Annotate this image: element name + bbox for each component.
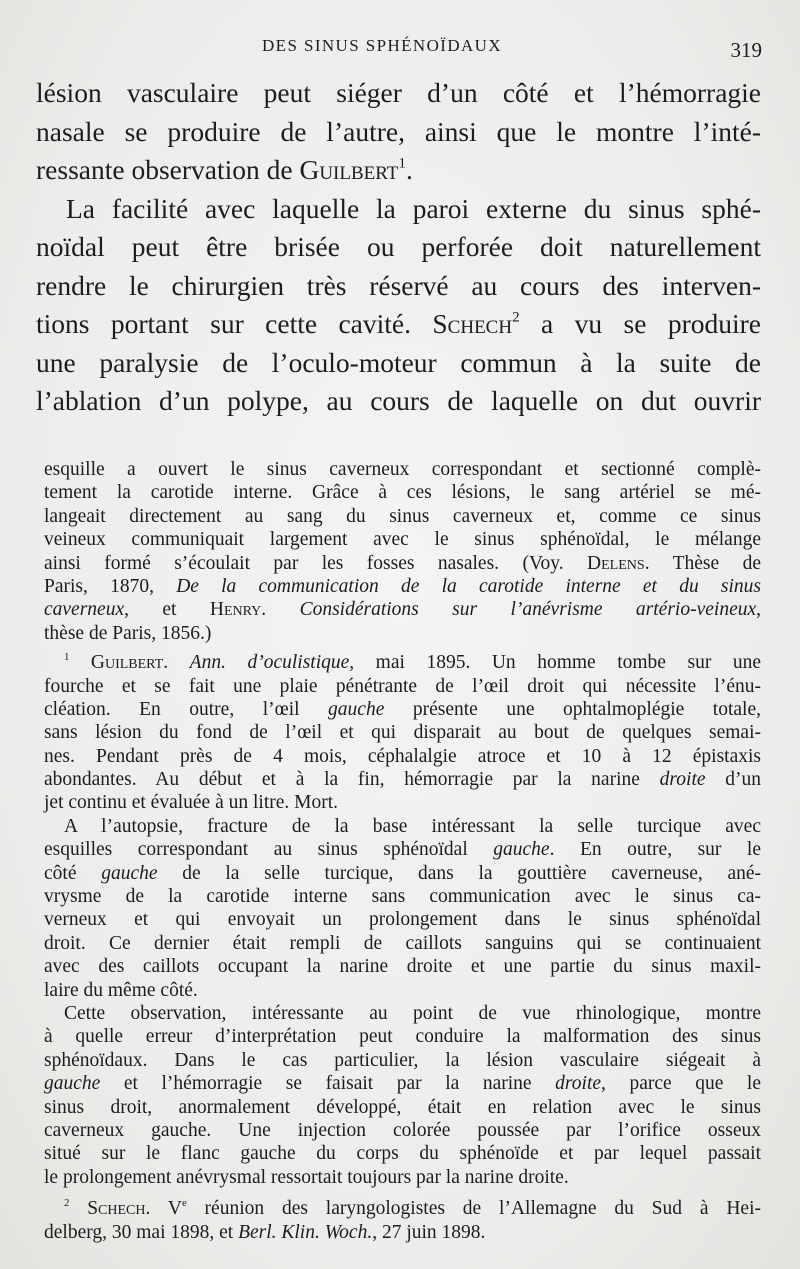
note-line — [44, 598, 761, 621]
note-line — [44, 979, 761, 1002]
note-line — [44, 458, 761, 481]
text-run: présente une ophtalmoplégie totale, — [384, 698, 761, 720]
text-run: fourche et se fait une plaie pénétrante de l’œil droit qui nécessite l’énu- — [44, 675, 761, 697]
text-line — [36, 382, 761, 421]
text-line — [36, 344, 761, 383]
text-run: l’ablation d’un polype, au cours de laquelle on dut ouvrir — [36, 385, 761, 416]
text-run: jet continu et évaluée à un litre. Mort. — [44, 792, 339, 814]
text-run — [69, 652, 91, 673]
note-line — [44, 1166, 761, 1189]
text-run: vrysme de la carotide interne sans communication avec le sinus ca- — [44, 886, 761, 908]
text-line — [36, 190, 761, 229]
text-run: caverneux gauche. Une injection colorée poussée par l’orifice osseux — [44, 1119, 761, 1141]
note-line — [44, 908, 761, 931]
note-line — [44, 885, 761, 908]
note-line — [44, 838, 761, 861]
note-line — [44, 955, 761, 978]
text-run: . — [163, 652, 190, 674]
text-run: A l’autopsie, fracture de la base intéressant la selle turcique avec — [64, 815, 761, 837]
text-run: sphénoïdaux. Dans le cas particulier, la lésion vasculaire siégeait à — [44, 1049, 761, 1071]
note-line — [44, 1025, 761, 1048]
page-number: 319 — [730, 38, 762, 62]
text-run: nes. Pendant près de 4 mois, céphalalgie atroce et 10 à 12 épistaxis — [44, 745, 761, 767]
text-run: . — [405, 154, 413, 185]
text-run: ressante observation de — [36, 154, 300, 185]
author-name: Schech — [87, 1198, 146, 1220]
italic-word: gauche — [44, 1073, 101, 1095]
note-line — [44, 1002, 761, 1025]
author-name: Guilbert — [90, 652, 164, 674]
text-run: réunion des laryngologistes de l’Allemagne du Sud à Hei- — [186, 1198, 762, 1220]
text-run: langeait directement au sang du sinus caverneux et, comme ce sinus — [44, 505, 761, 527]
text-run: Paris, 1870, — [44, 575, 177, 597]
note-line — [44, 1072, 761, 1095]
note-line — [44, 1049, 761, 1072]
note-line — [44, 505, 761, 528]
note-line — [44, 1221, 761, 1244]
spacer — [44, 1189, 761, 1197]
ordinal-suffix: e — [181, 1197, 187, 1210]
footnotes-block — [44, 458, 761, 1244]
footnote-ref-2: 2 — [512, 309, 520, 326]
running-head — [0, 34, 800, 64]
text-line — [36, 113, 761, 152]
italic-title: Berl. Klin. Woch. — [238, 1221, 373, 1243]
note-line — [44, 932, 761, 955]
text-line — [36, 305, 761, 344]
text-run: sans lésion du fond de l’œil et qui disparait au bout de quelques semai- — [44, 722, 761, 744]
note-line — [44, 791, 761, 814]
note-line — [44, 575, 761, 598]
note-line — [44, 552, 761, 575]
text-line — [36, 151, 761, 190]
text-run: tions portant sur cette cavité. — [36, 308, 433, 339]
italic-word: droite — [555, 1073, 602, 1095]
footnote-mark-2: 2 — [64, 1197, 70, 1210]
note-line — [44, 675, 761, 698]
author-name: Delens — [587, 552, 645, 574]
text-run: , et — [124, 599, 210, 621]
note-line — [44, 1119, 761, 1142]
note-line — [44, 528, 761, 551]
italic-title: De la communication de la carotide interne et du sinus — [176, 575, 761, 597]
text-run: côté — [44, 862, 102, 884]
text-run: . — [261, 599, 300, 621]
text-run: , — [756, 599, 762, 621]
text-line — [36, 74, 761, 113]
text-run: et l’hémorragie se faisait par la narine — [100, 1073, 556, 1095]
text-run: ainsi formé s’écoulait par les fosses nasales. (Voy. — [44, 552, 588, 574]
text-run: avec des caillots occupant la narine droite et une partie du sinus maxil- — [44, 956, 761, 978]
italic-word: gauche — [328, 698, 385, 720]
text-run: cléation. En outre, l’œil — [44, 698, 329, 720]
text-run: droit. Ce dernier était rempli de caillots sanguins qui se continuaient — [44, 932, 761, 954]
text-run: . Thèse de — [644, 552, 761, 574]
note-line — [44, 622, 761, 645]
note-line — [44, 745, 761, 768]
text-run: le prolongement anévrysmal ressortait toujours par la narine droite. — [44, 1166, 569, 1188]
italic-word: droite — [659, 769, 706, 791]
text-run: . En outre, sur le — [549, 839, 761, 861]
text-run: sinus droit, anormalement développé, était en relation avec le sinus — [44, 1096, 761, 1118]
text-run: d’un — [705, 769, 762, 791]
note-line — [44, 862, 761, 885]
note-line — [44, 481, 761, 504]
text-run: , 27 juin 1898. — [372, 1221, 486, 1243]
note-line — [44, 721, 761, 744]
text-run: thèse de Paris, 1856.) — [44, 622, 212, 644]
text-run: La facilité avec laquelle la paroi externe du sinus sphé- — [66, 192, 761, 224]
note-line — [44, 698, 761, 721]
note-line — [44, 768, 761, 791]
text-run: situé sur le flanc gauche du corps du sphénoïde et par lequel passait — [44, 1143, 761, 1165]
text-run: laire du même côté. — [44, 979, 198, 1001]
note-line — [44, 1197, 761, 1220]
text-run: . V — [145, 1198, 182, 1220]
running-title: DES SINUS SPHÉNOÏDAUX — [262, 36, 503, 55]
author-name: Schech — [432, 308, 513, 339]
italic-title: caverneux — [44, 599, 125, 621]
text-run — [69, 1198, 87, 1219]
note-line — [44, 1142, 761, 1165]
text-run: veineux communiquait largement avec le sinus sphénoïdal, le mélange — [44, 529, 761, 551]
note-line — [44, 1096, 761, 1119]
footnote-mark-1: 1 — [64, 651, 70, 664]
author-name: Henry — [209, 599, 262, 621]
italic-title: Considérations sur l’anévrisme artério-veineux — [299, 599, 757, 621]
footnote-ref-1: 1 — [398, 155, 406, 172]
text-run: , parce que le — [601, 1073, 762, 1095]
text-run: une paralysie de l’oculo-moteur commun à la suite de — [36, 346, 761, 378]
text-run: esquilles correspondant au sinus sphénoïdal — [44, 839, 494, 861]
text-run: nasale se produire de l’autre, ainsi que le montre l’inté- — [36, 115, 761, 147]
text-run: à quelle erreur d’interprétation peut conduire la malformation des sinus — [44, 1026, 761, 1048]
text-run: delberg, 30 mai 1898, et — [44, 1221, 239, 1243]
text-run: esquille a ouvert le sinus caverneux correspondant et sectionné complè- — [44, 459, 761, 480]
text-run: de la selle turcique, dans la gouttière caverneuse, ané- — [157, 862, 761, 884]
note-line — [44, 651, 761, 674]
text-run: verneux et qui envoyait un prolongement dans le sinus sphénoïdal — [44, 909, 761, 931]
text-run: Cette observation, intéressante au point de vue rhinologique, montre — [64, 1002, 761, 1024]
text-run: abondantes. Au début et à la fin, hémorragie par la narine — [44, 769, 660, 791]
text-run: lésion vasculaire peut siéger d’un côté et l’hémorragie — [36, 77, 761, 108]
text-line — [36, 267, 761, 306]
italic-title: Ann. d’oculistique — [189, 652, 350, 674]
note-line — [44, 815, 761, 838]
text-run: rendre le chirurgien très réservé au cours des interven- — [36, 269, 761, 301]
main-text-block — [36, 74, 761, 421]
author-name: Guilbert — [299, 154, 399, 185]
text-line — [36, 228, 761, 267]
text-run: a vu se produire — [519, 308, 761, 339]
text-run: tement la carotide interne. Grâce à ces lésions, le sang artériel se mé- — [44, 482, 761, 504]
italic-word: gauche — [493, 839, 550, 861]
text-run: , mai 1895. Un homme tombe sur une — [349, 652, 761, 674]
italic-word: gauche — [101, 862, 158, 884]
text-run: noïdal peut être brisée ou perforée doit naturellement — [36, 231, 761, 262]
